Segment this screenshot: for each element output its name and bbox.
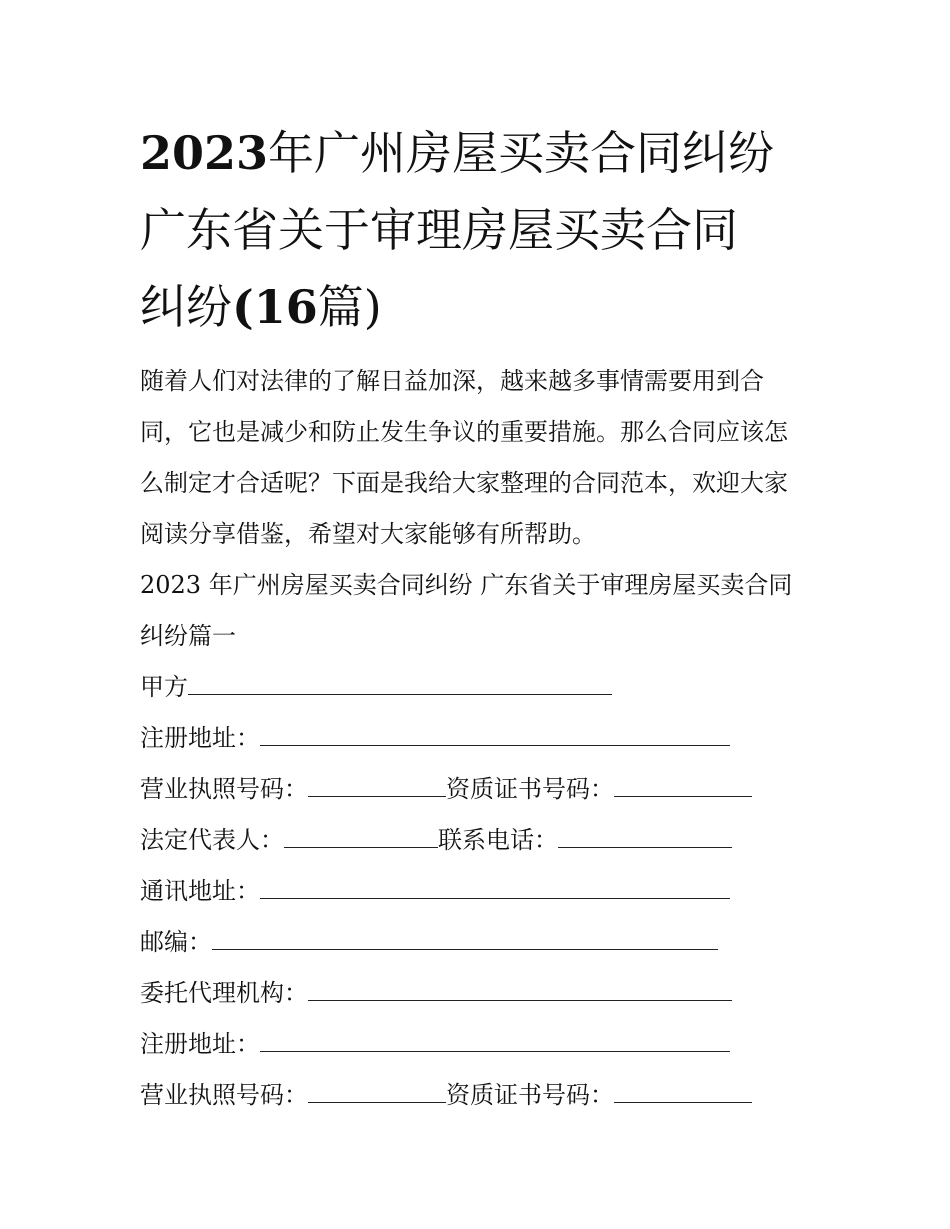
mail-address-label: 通讯地址： bbox=[140, 877, 260, 905]
reg-address-2-line bbox=[140, 1019, 820, 1070]
license-2-line bbox=[140, 1070, 820, 1121]
section-line-2: 纠纷篇一 bbox=[140, 622, 236, 650]
intro-paragraph bbox=[140, 356, 820, 560]
reg-address-2-label: 注册地址： bbox=[140, 1030, 260, 1058]
section-line-1: 2023 年广州房屋买卖合同纠纷 广东省关于审理房屋买卖合同 bbox=[140, 571, 793, 599]
intro-line-2: 同，它也是减少和防止发生争议的重要措施。那么合同应该怎 bbox=[140, 418, 788, 446]
cert-2-label: 资质证书号码： bbox=[446, 1081, 614, 1109]
reg-address-label: 注册地址： bbox=[140, 724, 260, 752]
title-year: 2023 bbox=[140, 126, 269, 180]
license-2-label: 营业执照号码： bbox=[140, 1081, 308, 1109]
license-2-blank[interactable] bbox=[308, 1082, 446, 1103]
license-blank[interactable] bbox=[308, 776, 446, 797]
party-a-blank[interactable] bbox=[188, 674, 612, 695]
agency-blank[interactable] bbox=[308, 980, 732, 1001]
intro-line-4: 阅读分享借鉴，希望对大家能够有所帮助。 bbox=[140, 520, 596, 548]
title-count: (16 bbox=[232, 280, 318, 334]
title-line3-a: 纠纷 bbox=[140, 280, 232, 334]
phone-blank[interactable] bbox=[558, 827, 732, 848]
section-heading bbox=[140, 560, 820, 662]
reg-address-2-blank[interactable] bbox=[260, 1031, 730, 1052]
postcode-blank[interactable] bbox=[212, 929, 718, 950]
cert-blank[interactable] bbox=[614, 776, 752, 797]
reg-address-blank[interactable] bbox=[260, 725, 730, 746]
agency-line bbox=[140, 968, 820, 1019]
party-a-line bbox=[140, 662, 820, 713]
legal-rep-label: 法定代表人： bbox=[140, 826, 284, 854]
reg-address-line bbox=[140, 713, 820, 764]
license-line bbox=[140, 764, 820, 815]
title-line2-text: 广东省关于审理房屋买卖合同 bbox=[140, 203, 738, 257]
party-a-label: 甲方 bbox=[140, 673, 188, 701]
cert-2-blank[interactable] bbox=[614, 1082, 752, 1103]
phone-label: 联系电话： bbox=[438, 826, 558, 854]
mail-address-blank[interactable] bbox=[260, 878, 730, 899]
cert-label: 资质证书号码： bbox=[446, 775, 614, 803]
agency-label: 委托代理机构： bbox=[140, 979, 308, 1007]
intro-line-3: 么制定才合适呢？下面是我给大家整理的合同范本，欢迎大家 bbox=[140, 469, 788, 497]
legal-rep-line bbox=[140, 815, 820, 866]
document-page bbox=[140, 115, 820, 1121]
license-label: 营业执照号码： bbox=[140, 775, 308, 803]
mail-address-line bbox=[140, 866, 820, 917]
postcode-label: 邮编： bbox=[140, 928, 212, 956]
title-line3-b: 篇) bbox=[317, 280, 382, 334]
intro-line-1: 随着人们对法律的了解日益加深，越来越多事情需要用到合 bbox=[140, 367, 764, 395]
title-line1-text: 年广州房屋买卖合同纠纷 bbox=[268, 126, 775, 180]
legal-rep-blank[interactable] bbox=[284, 827, 438, 848]
document-title bbox=[140, 115, 820, 346]
postcode-line bbox=[140, 917, 820, 968]
